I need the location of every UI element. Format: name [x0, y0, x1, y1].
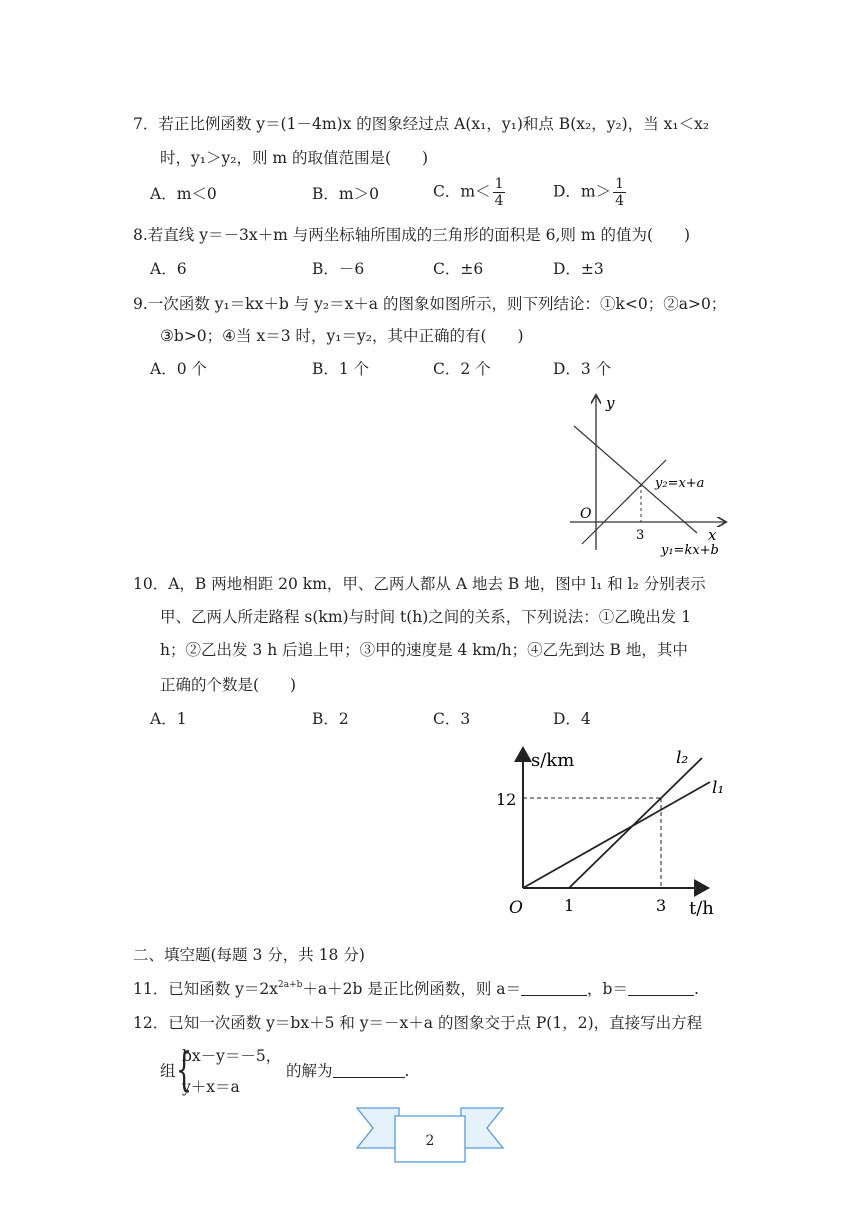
system-brace: { [176, 1042, 193, 1096]
x-axis-label: x [708, 526, 717, 544]
q7-option-d-fraction [613, 176, 626, 209]
fraction-denominator: 4 [615, 193, 625, 209]
origin-label: O [509, 898, 523, 918]
fraction-denominator: 4 [494, 193, 504, 209]
section-title: 二、填空题(每题 3 分，共 18 分) [133, 946, 365, 964]
q7-option-c [433, 176, 505, 209]
q7-option-c-text: C．m＜ [433, 182, 491, 201]
q10-option-c: C．3 [433, 710, 471, 728]
q11-blank-b [628, 981, 694, 996]
q11-blank-a [521, 981, 587, 996]
q10-option-d: D．4 [553, 710, 591, 728]
q8-option-a: A．6 [150, 260, 187, 278]
y-tick-12: 12 [496, 790, 517, 809]
q9-option-b: B．1 个 [312, 360, 370, 378]
q10-line4: 正确的个数是( ) [160, 676, 297, 694]
s-axis-label: s/km [531, 750, 575, 771]
q8-option-d: D．±3 [553, 260, 604, 278]
x-tick-3: 3 [656, 896, 667, 915]
x-tick-1: 1 [564, 896, 575, 915]
q8-option-c: C．±6 [433, 260, 484, 278]
line-l2 [569, 758, 702, 888]
l2-label: l₂ [676, 748, 689, 768]
y2-line-label: y₂=x+a [655, 476, 705, 491]
q10-line1: 10．A，B 两地相距 20 km，甲、乙两人都从 A 地去 B 地，图中 l₁ 和 l₂ 分别表示 [133, 575, 706, 593]
q10-line2: 甲、乙两人所走路程 s(km)与时间 t(h)之间的关系，下列说法：①乙晚出发 1 [160, 608, 692, 626]
q7-option-c-fraction [493, 176, 506, 209]
l1-label: l₁ [712, 778, 725, 798]
q7-option-d-text: D．m＞ [553, 182, 612, 201]
q11-exponent: 2a+b [278, 980, 303, 990]
line-y2 [582, 460, 666, 544]
origin-label: O [580, 506, 592, 522]
q9-graph-figure [560, 388, 740, 563]
y-axis-label: y [606, 394, 615, 412]
q8-line1: 8.若直线 y＝－3x＋m 与两坐标轴所围成的三角形的面积是 6,则 m 的值为( ) [133, 226, 691, 244]
q12-prefix: 组 [160, 1062, 176, 1080]
q10-option-b: B．2 [312, 710, 349, 728]
q9-line2: ③b>0；④当 x＝3 时，y₁＝y₂，其中正确的有( ) [160, 327, 524, 345]
q7-option-a: A．m＜0 [150, 185, 217, 203]
q9-line1: 9.一次函数 y₁＝kx＋b 与 y₂＝x＋a 的图象如图所示，则下列结论：①k<0；②a>0； [133, 295, 727, 313]
q7-line1: 7．若正比例函数 y＝(1－4m)x 的图象经过点 A(x₁，y₁)和点 B(x₂，y₂)，当 x₁＜x₂ [133, 115, 710, 133]
t-axis-label: t/h [689, 898, 714, 919]
q7-option-b: B．m＞0 [312, 185, 379, 203]
x-tick-label: 3 [636, 528, 645, 543]
ribbon-right-tail [461, 1108, 503, 1148]
q9-option-c: C．2 个 [433, 360, 491, 378]
fraction-numerator: 1 [494, 176, 504, 192]
q11-text-middle: ＋a＋2b 是正比例函数，则 a＝ [302, 980, 522, 998]
q11-text-b: ，b＝ [587, 980, 628, 998]
q11-line [133, 979, 699, 999]
q12-equation-1: bx－y＝－5， [182, 1047, 282, 1065]
q11-text-end: . [693, 980, 699, 998]
fraction-numerator: 1 [615, 176, 625, 192]
q10-option-a: A．1 [150, 710, 187, 728]
q9-option-a: A．0 个 [150, 360, 207, 378]
q8-option-b: B．－6 [312, 260, 365, 278]
y1-line-label: y₁=kx+b [661, 543, 719, 558]
q9-option-d: D．3 个 [553, 360, 612, 378]
q12-line1: 12．已知一次函数 y＝bx＋5 和 y＝－x＋a 的图象交于点 P(1，2)，直接写出方程 [133, 1014, 703, 1032]
q12-blank [333, 1063, 405, 1078]
q12-end: . [404, 1062, 410, 1080]
q12-suffix: 的解为 [286, 1062, 333, 1080]
q7-line2: 时，y₁＞y₂，则 m 的取值范围是( ) [160, 149, 429, 167]
q10-line3: h；②乙出发 3 h 后追上甲；③甲的速度是 4 km/h；④乙先到达 B 地，其中 [160, 641, 688, 659]
q7-option-d [553, 176, 626, 209]
q12-equation-2: y＋x＝a [182, 1078, 240, 1096]
q10-graph-figure [490, 740, 740, 925]
q12-answer [286, 1061, 409, 1081]
page-number: 2 [425, 1133, 435, 1149]
page-ribbon [355, 1104, 505, 1166]
q11-text-start: 11．已知函数 y＝2x [133, 980, 279, 998]
ribbon-left-tail [357, 1108, 399, 1148]
